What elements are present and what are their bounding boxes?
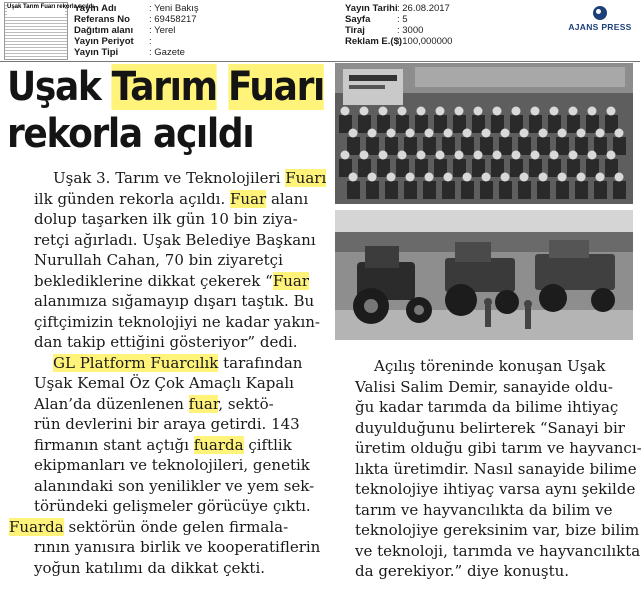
article-line: tarım ve hayvancılıkta da bilim ve xyxy=(355,500,613,519)
article-line: duyulduğunu belirterek “Sanayi bir xyxy=(355,418,625,437)
ceremony-photo-illustration xyxy=(335,63,633,204)
line-text: ilk günden rekorla açıldı. xyxy=(34,189,231,208)
article-line xyxy=(34,373,334,394)
article-line: Valisi Salim Demir, sanayide oldu- xyxy=(355,377,613,396)
article-line xyxy=(34,496,334,517)
article-line xyxy=(34,435,334,456)
article-line xyxy=(34,291,334,312)
article-line xyxy=(34,558,334,579)
article-line xyxy=(34,537,334,558)
keyword-highlight: Fuar xyxy=(230,189,267,208)
article-line: ğu kadar tarımda da bilime ihtiyaç xyxy=(355,398,619,416)
line-text: töründeki gelişmeler görücüye çıktı. xyxy=(34,497,311,515)
meta-row-circulation: Tiraj : 3000 xyxy=(345,25,424,36)
article-line: Açılış töreninde konuşan Uşak xyxy=(374,357,606,375)
line-text: , sektö- xyxy=(218,394,274,413)
meta-row-date: Yayın Tarihi : 26.08.2017 xyxy=(345,3,450,14)
line-text: Nurullah Cahan, 70 bin ziyaretçi xyxy=(34,251,283,269)
article-line xyxy=(34,414,334,435)
article-line xyxy=(34,209,334,230)
ajans-press-logo xyxy=(565,6,635,32)
page-thumbnail xyxy=(4,2,94,60)
line-text: çiftçimizin teknolojiyi ne kadar yakın- xyxy=(34,312,320,331)
line-text: Uşak 3. Tarım ve Teknolojileri xyxy=(53,169,286,187)
logo-text: AJANS PRESS xyxy=(568,22,632,32)
article-line xyxy=(34,189,334,210)
logo-mark-icon xyxy=(593,6,607,20)
line-text: rün devlerini bir araya getirdi. 143 xyxy=(34,415,300,433)
line-text: Uşak Kemal Öz Çok Amaçlı Kapalı xyxy=(34,374,294,392)
article-line xyxy=(34,332,334,353)
article-line: üretim olduğu gibi tarım ve hayvancı- xyxy=(355,439,642,457)
article-line xyxy=(9,517,334,538)
line-text: dan takip ettiğini gösteriyor” dedi. xyxy=(34,333,298,351)
meta-row-reference: Referans No : 69458217 xyxy=(74,14,197,25)
line-text: Alan’da düzenlenen xyxy=(34,394,189,413)
meta-row-page: Sayfa : 5 xyxy=(345,14,408,25)
article-line: teknolojiye ihtiyaç varsa aynı şekilde xyxy=(355,480,636,498)
line-text: alanı xyxy=(266,189,309,208)
line-text: ekipmanları ve teknolojileri, genetik xyxy=(34,456,310,474)
line-text: alanımıza sığamayıp dışarı taştık. Bu xyxy=(34,292,315,310)
article-line xyxy=(34,353,334,374)
issue-meta xyxy=(345,3,452,47)
article-line xyxy=(34,230,334,251)
photo-tractors xyxy=(335,210,633,340)
keyword-highlight: GL Platform Fuarcılık xyxy=(53,353,219,372)
article-column-right xyxy=(355,356,642,582)
article-line xyxy=(34,168,334,189)
meta-row-period: Yayın Periyot : xyxy=(74,36,152,47)
line-text: sektörün önde gelen firmala- xyxy=(63,517,289,536)
meta-row-ad-value: Reklam E.($) : 100,000000 xyxy=(345,36,453,47)
line-text: rının yanısıra birlik ve kooperatiflerin xyxy=(34,538,321,556)
photo-ceremony-audience xyxy=(335,63,633,204)
keyword-highlight: Fuarda xyxy=(9,517,64,536)
article-line xyxy=(34,476,334,497)
meta-row-type: Yayın Tipi : Gazete xyxy=(74,47,185,58)
article-line: da gerekiyor.” diye konuştu. xyxy=(355,562,570,580)
header-divider xyxy=(0,61,640,62)
meta-row-distribution: Dağıtım alanı : Yerel xyxy=(74,25,176,36)
clipping-header xyxy=(0,0,640,62)
article-line: teknolojiye gereksinim var, bize bilim xyxy=(355,521,640,539)
thumbnail-title: Uşak Tarım Fuarı rekorla açıldı xyxy=(7,5,65,15)
line-text: dolup taşarken ilk gün 10 bin ziya- xyxy=(34,210,298,228)
article-line xyxy=(34,394,334,415)
line-text: beklediklerine dikkat çekerek “ xyxy=(34,271,273,290)
keyword-highlight: fuar xyxy=(188,394,219,413)
article-line xyxy=(34,250,334,271)
article-line: lıkta üretimdir. Nasıl sanayide bilime xyxy=(355,459,637,478)
keyword-highlight: Fuar xyxy=(272,271,310,290)
article-headline: Uşak Tarım Fuarı rekorla açıldı xyxy=(7,64,325,157)
line-text: tarafından xyxy=(218,353,303,372)
keyword-highlight: fuarda xyxy=(193,435,244,454)
keyword-highlight: Fuarı xyxy=(285,169,327,187)
line-text: alanındaki son yenilikler ve yem sek- xyxy=(34,476,315,495)
article-line: ve teknoloji, tarımda ve hayvancılıkta xyxy=(355,541,641,560)
line-text: firmanın stant açtığı xyxy=(34,435,194,454)
line-text: retçi ağırladı. Uşak Belediye Başkanı xyxy=(34,230,316,249)
meta-row-publication: Yayın Adı : Yeni Bakış xyxy=(74,3,199,14)
line-text: yoğun katılımı da dikkat çekti. xyxy=(34,558,266,577)
article-column-left xyxy=(9,168,334,578)
tractor-photo-illustration xyxy=(335,210,633,340)
article-line xyxy=(34,312,334,333)
article-line xyxy=(34,271,334,292)
article-line xyxy=(34,455,334,476)
publication-meta xyxy=(74,3,199,58)
line-text: çiftlik xyxy=(243,435,292,454)
